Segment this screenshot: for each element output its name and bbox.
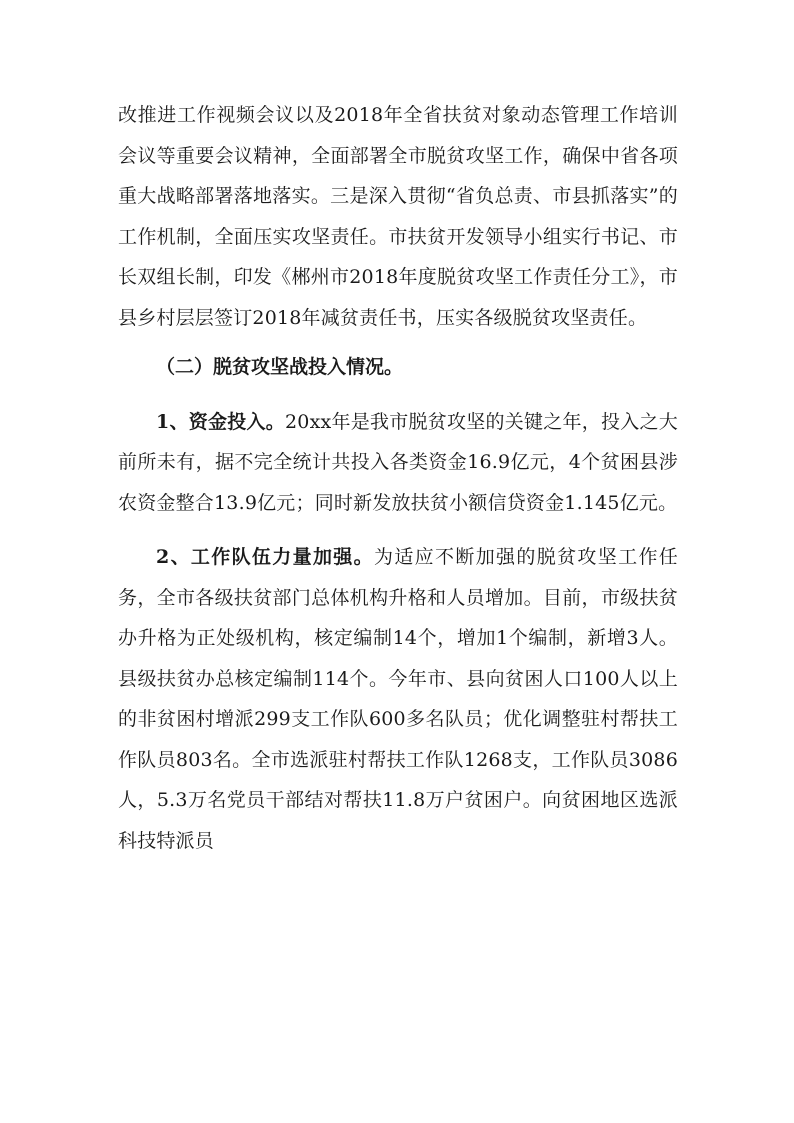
list-item-funding (118, 402, 678, 524)
list-item-workforce (118, 537, 678, 861)
item-title: 2、工作队伍力量加强。 (156, 546, 374, 568)
paragraph-continuation: 改推进工作视频会议以及2018年全省扶贫对象动态管理工作培训会议等重要会议精神，全面部署全市脱贫攻坚工作，确保中省各项重大战略部署落地落实。三是深入贯彻“省负总责、市县抓落实”的工作机制，全面压实攻坚责任。市扶贫开发领导小组实行书记、市长双组长制，印发《郴州市2018年度脱贫攻坚工作责任分工》，市县乡村层层签订2018年减贫责任书，压实各级脱贫攻坚责任。 (118, 104, 678, 329)
item-body: 为适应不断加强的脱贫攻坚工作任务，全市各级扶贫部门总体机构升格和人员增加。目前，市级扶贫办升格为正处级机构，核定编制14个，增加1个编制，新增3人。县级扶贫办总核定编制114个。今年市、县向贫困人口100人以上的非贫困村增派299支工作队600多名队员；优化调整驻村帮扶工作队员803名。全市选派驻村帮扶工作队1268支，工作队员3086人，5.3万名党员干部结对帮扶11.8万户贫困户。向贫困地区选派科技特派员 (118, 546, 678, 852)
item-body: 20xx年是我市脱贫攻坚的关键之年，投入之大前所未有，据不完全统计共投入各类资金16.9亿元，4个贫困县涉农资金整合13.9亿元；同时新发放扶贫小额信贷资金1.145亿元。 (118, 410, 679, 514)
document-page (118, 95, 678, 861)
item-title: 1、资金投入。 (156, 410, 286, 433)
section-heading: （二）脱贫攻坚战投入情况。 (156, 356, 404, 378)
